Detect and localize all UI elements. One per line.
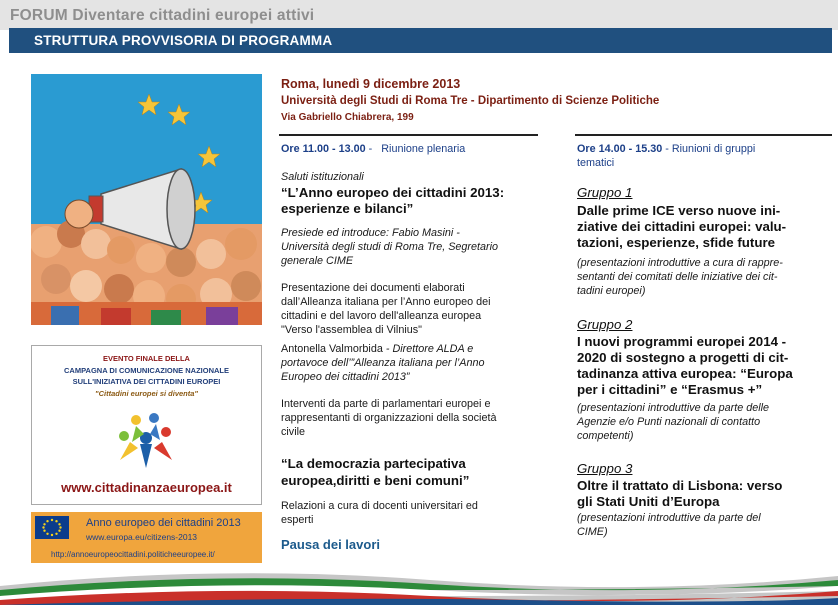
forum-title: FORUM Diventare cittadini europei attivi	[10, 7, 315, 24]
event-date: Roma, lunedì 9 dicembre 2013	[281, 77, 461, 91]
presiede-line3: generale CIME	[281, 255, 354, 267]
group1-line2: ziative dei cittadini europei: valu-	[577, 219, 787, 234]
quote1-line1: “L’Anno europeo dei cittadini 2013:	[281, 185, 505, 200]
present-line3: cittadini e del lavoro dell'alleanza europea	[281, 310, 482, 322]
program-title-bar	[9, 28, 832, 53]
group2-note3: competenti)	[577, 430, 634, 442]
group1-title: Gruppo 1	[577, 185, 633, 200]
interventi-line1: Interventi da parte di parlamentari europei e	[281, 398, 491, 410]
campaign-line-1: EVENTO FINALE DELLA	[103, 354, 190, 363]
present-line2: dall’Alleanza italiana per l’Anno europeo dei	[281, 296, 491, 308]
program-title: STRUTTURA PROVVISORIA DI PROGRAMMA	[34, 33, 333, 48]
afternoon-sep: -	[662, 143, 672, 155]
pausa-lavori: Pausa dei lavori	[281, 537, 380, 552]
group2-title: Gruppo 2	[577, 317, 633, 332]
morning-label: Riunione plenaria	[381, 143, 466, 155]
group1-note3: tadini europei)	[577, 285, 646, 297]
morning-sep: -	[365, 143, 376, 155]
campaign-line-2: CAMPAGNA DI COMUNICAZIONE NAZIONALE	[64, 366, 229, 375]
anno-title: Anno europeo dei cittadini 2013	[86, 517, 241, 529]
interventi-line3: civile	[281, 426, 305, 438]
crowd-megaphone-illustration	[31, 74, 262, 325]
afternoon-divider	[575, 134, 832, 136]
presiede-line2: Università degli studi di Roma Tre, Segretario	[281, 241, 499, 253]
campaign-url[interactable]: www.cittadinanzaeuropea.it	[61, 480, 232, 495]
anno-europeo-box	[31, 512, 262, 563]
group2-line3: tadinanza attiva europea: “Europa	[577, 366, 793, 381]
group3-line2: gli Stati Uniti d’Europa	[577, 494, 720, 509]
valmorbida-role: - Direttore ALDA e	[382, 343, 474, 355]
afternoon-time-row	[577, 142, 755, 156]
group3-line1: Oltre il trattato di Lisbona: verso	[577, 478, 783, 493]
bottom-wave-decoration	[0, 566, 838, 605]
anno-site[interactable]: www.europa.eu/citizens-2013	[86, 532, 198, 542]
relazioni-line1: Relazioni a cura di docenti universitari ed	[281, 500, 478, 512]
morning-time: Ore 11.00 - 13.00	[281, 143, 366, 155]
group1-note2: sentanti dei comitati delle iniziative dei cit-	[577, 271, 778, 283]
quote2-line1: “La democrazia partecipativa	[281, 456, 466, 471]
campaign-slogan: "Cittadini europei si diventa"	[95, 389, 198, 398]
interventi-line2: rappresentanti di organizzazioni della società	[281, 412, 497, 424]
group2-note2: Agenzie e/o Punti nazionali di contatto	[577, 416, 761, 428]
campaign-line-3: SULL'INIZIATIVA DEI CITTADINI EUROPEI	[72, 377, 221, 386]
group3-note1: (presentazioni introduttive da parte del	[577, 512, 761, 524]
event-address: Via Gabriello Chiabrera, 199	[281, 112, 414, 123]
afternoon-label-line2: tematici	[577, 157, 615, 169]
group1-line3: tazioni, esperienze, sfide future	[577, 235, 776, 250]
anno-url[interactable]: http://annoeuropeocittadini.politicheeuropee.it/	[51, 550, 215, 559]
eu-flag-icon	[35, 516, 69, 539]
valmorbida-line2: portavoce dell’”Alleanza italiana per l’Anno	[281, 357, 485, 369]
event-university: Università degli Studi di Roma Tre - Dipartimento di Scienze Politiche	[281, 95, 660, 107]
group2-line2: 2020 di sostegno a progetti di cit-	[577, 350, 789, 365]
present-line4: "Verso l'assemblea di Vilnius"	[281, 324, 422, 336]
saluti-text: Saluti istituzionali	[281, 171, 364, 183]
quote1-line2: esperienze e bilanci”	[281, 201, 414, 216]
group3-note2: CIME)	[577, 526, 608, 538]
afternoon-label: Riunioni di gruppi	[671, 143, 756, 155]
valmorbida-line1	[281, 342, 473, 356]
group1-note1: (presentazioni introduttive a cura di rappre-	[577, 257, 783, 269]
afternoon-time: Ore 14.00 - 15.30	[577, 143, 663, 155]
quote2-line2: europea,diritti e beni comuni”	[281, 473, 470, 488]
relazioni-line2: esperti	[281, 514, 314, 526]
presiede-line1: Presiede ed introduce: Fabio Masini -	[281, 227, 460, 239]
morning-divider	[279, 134, 538, 136]
morning-time-row	[281, 142, 465, 156]
group1-line1: Dalle prime ICE verso nuove ini-	[577, 203, 781, 218]
present-line1: Presentazione dei documenti elaborati	[281, 282, 465, 294]
campaign-box	[31, 345, 262, 505]
group2-line4: per i cittadini” e “Erasmus +”	[577, 382, 763, 397]
valmorbida-line3: Europeo dei cittadini 2013”	[281, 371, 410, 383]
valmorbida-name: Antonella Valmorbida	[281, 343, 383, 355]
group3-title: Gruppo 3	[577, 461, 633, 476]
citizens-stars-logo-icon	[110, 408, 182, 474]
group2-line1: I nuovi programmi europei 2014 -	[577, 334, 787, 349]
group2-note1: (presentazioni introduttive da parte delle	[577, 402, 770, 414]
